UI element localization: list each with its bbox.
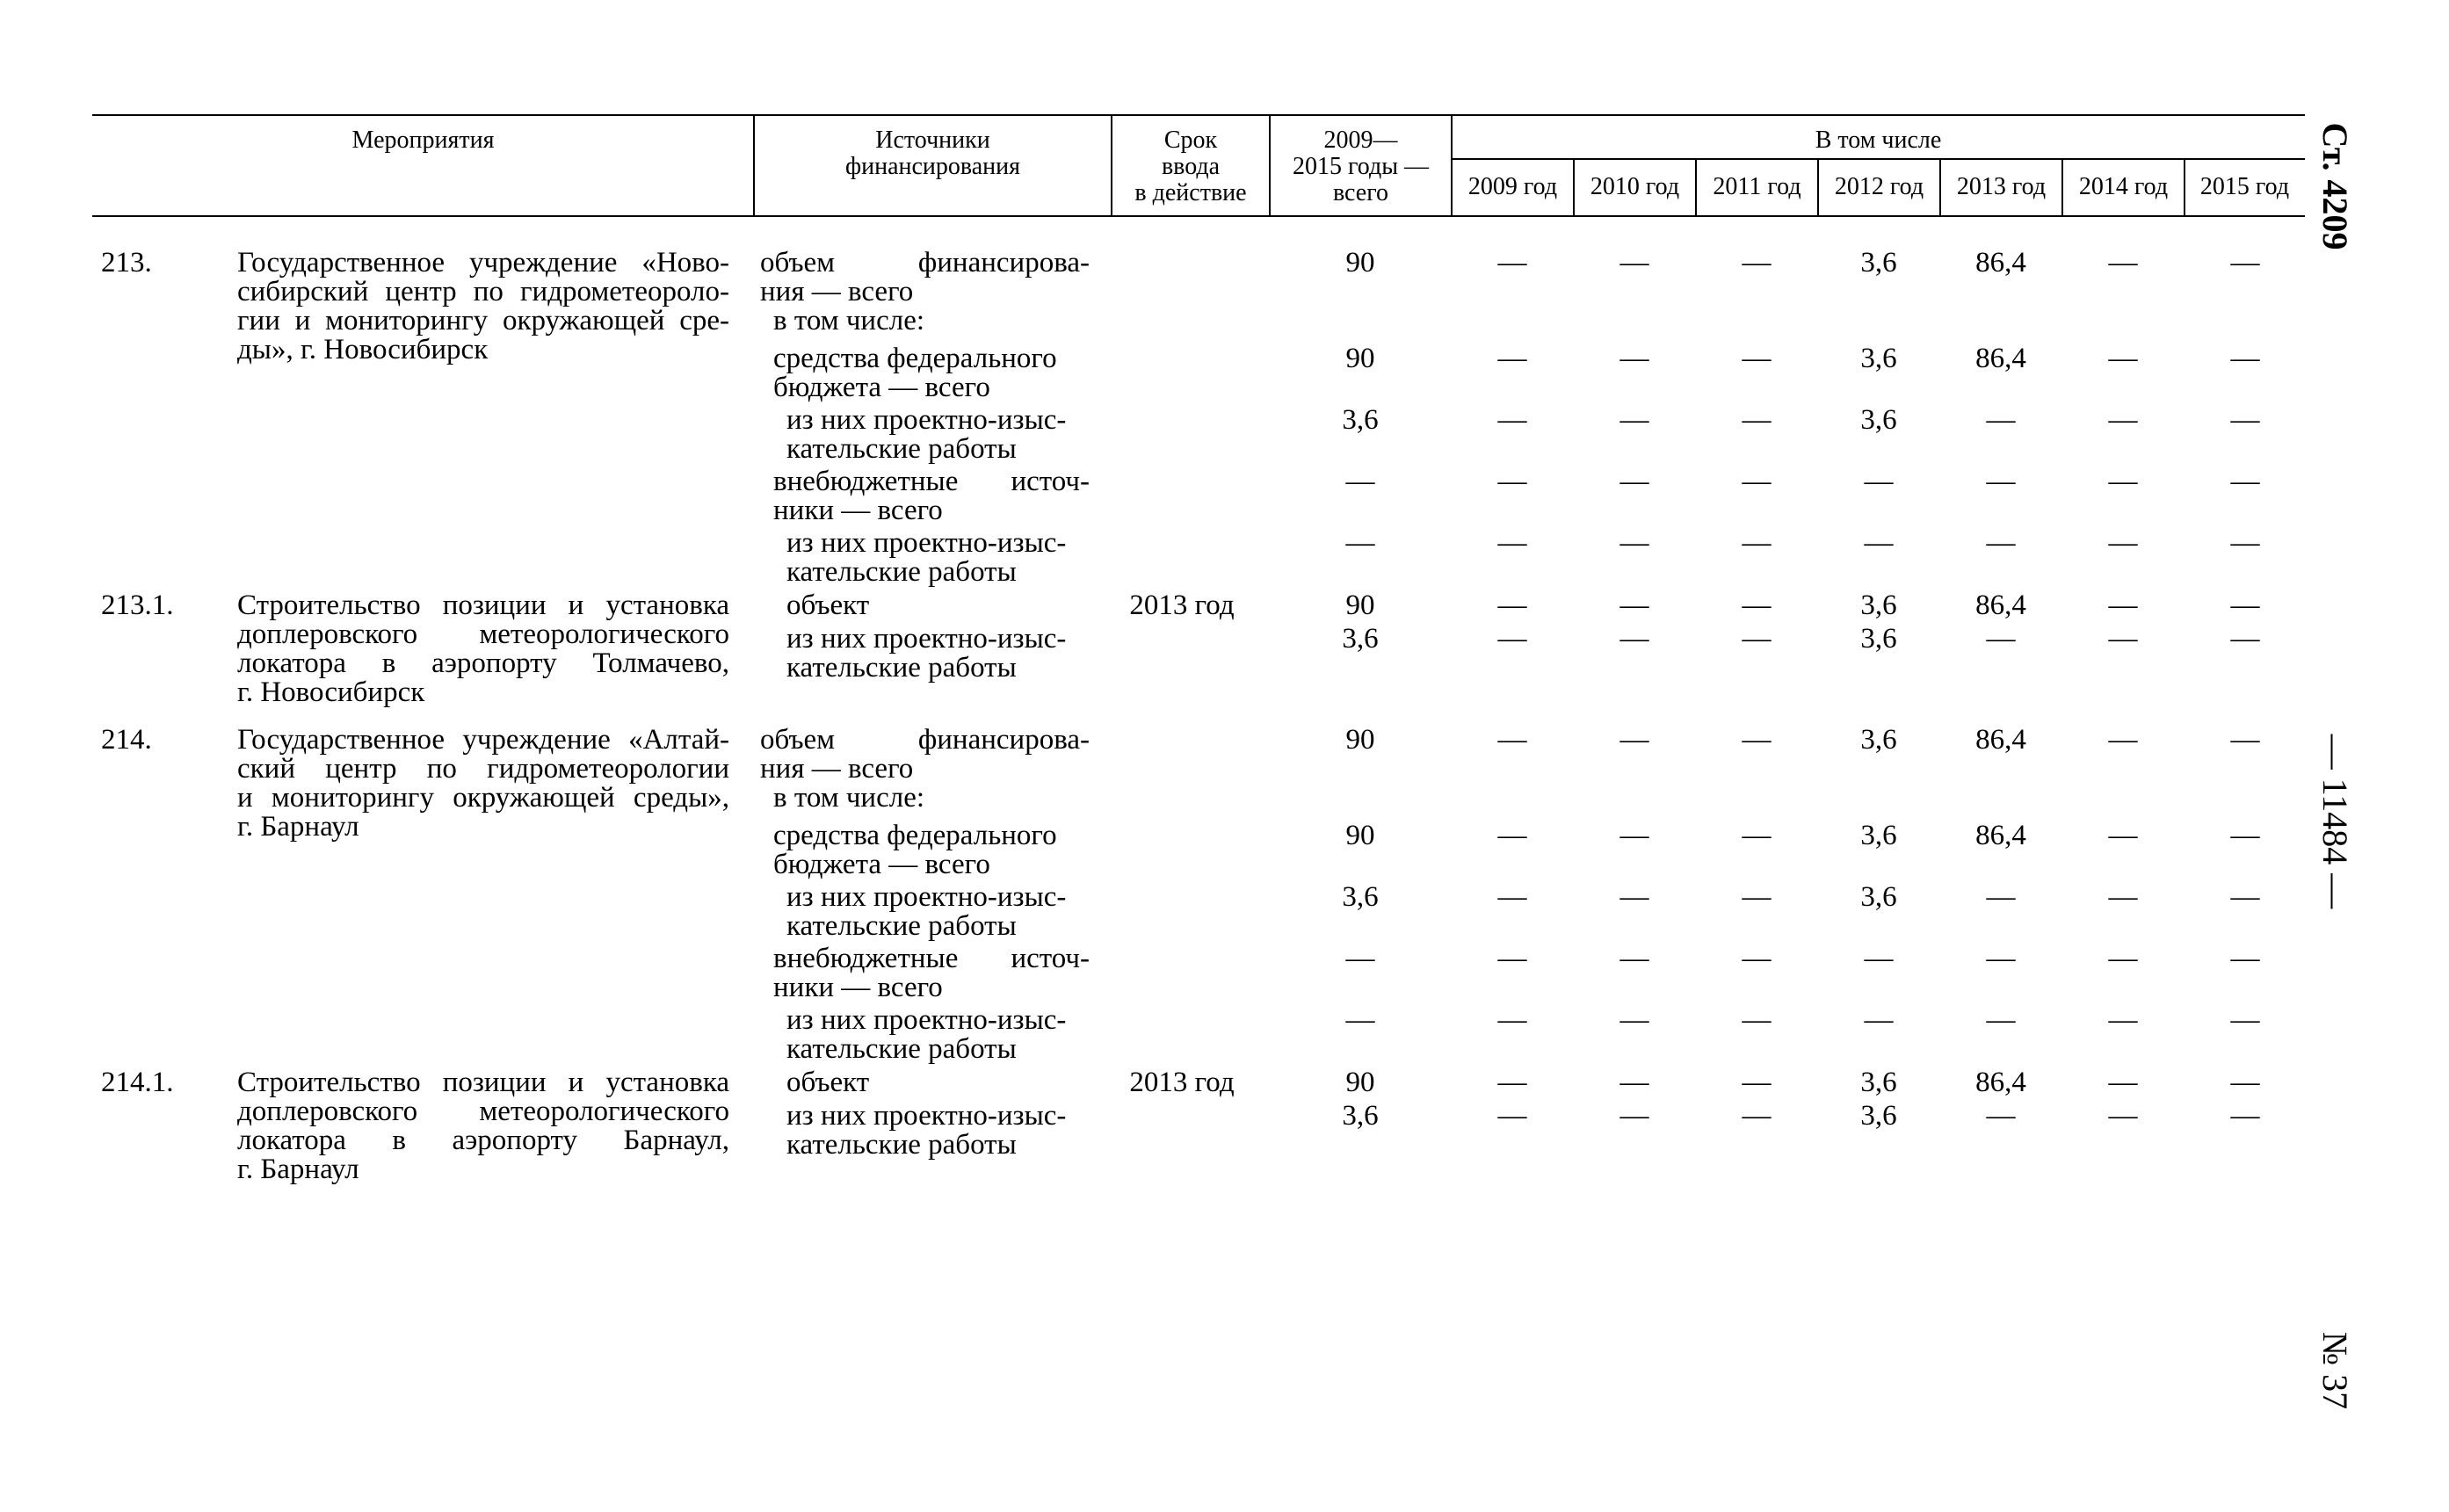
year-value: — [1497, 466, 1527, 497]
source-line: бюджета — всего [773, 372, 990, 403]
financing-table [92, 114, 2305, 1186]
source-line: объект [786, 590, 870, 621]
year-value: 86,4 [1975, 1067, 2026, 1098]
year-value: — [2230, 623, 2260, 655]
source-line: из них проектно-изыс- [786, 881, 1067, 913]
year-value: — [1619, 881, 1649, 913]
source-line: средства федерального [773, 343, 1057, 374]
year-value: — [1864, 466, 1894, 497]
item-title-line: г. Новосибирск [237, 676, 425, 708]
item-title-line: Строительство позиции и установка [237, 590, 729, 621]
header-year-2012: 2012 год [1834, 173, 1924, 200]
total-value: — [1345, 1004, 1375, 1036]
total-value: 90 [1345, 590, 1375, 621]
year-value: — [1742, 1100, 1772, 1132]
year-value: — [1864, 1004, 1894, 1036]
item-number: 214. [101, 724, 152, 756]
year-value: 3,6 [1860, 623, 1897, 655]
year-value: 3,6 [1860, 724, 1897, 756]
year-value: — [1497, 404, 1527, 436]
year-value: — [1742, 943, 1772, 974]
year-value: — [1986, 1100, 2016, 1132]
year-value: — [1619, 404, 1649, 436]
item-title-line: локатора в аэропорту Барнаул, [237, 1125, 729, 1156]
header-year-2011: 2011 год [1713, 173, 1801, 200]
header-term-line2: ввода [1161, 153, 1221, 180]
item-number: 214.1. [101, 1067, 174, 1098]
header-year-2013: 2013 год [1956, 173, 2047, 200]
issue-number: № 37 [2315, 1331, 2355, 1410]
item-title-line: г. Барнаул [237, 1154, 359, 1185]
year-value: — [2230, 590, 2260, 621]
year-value: — [2108, 724, 2138, 756]
year-value: — [1619, 1100, 1649, 1132]
source-line: внебюджетные источ- [773, 466, 1090, 497]
year-value: — [1497, 623, 1527, 655]
total-value: 90 [1345, 724, 1375, 756]
year-value: — [1986, 943, 2016, 974]
year-value: 86,4 [1975, 590, 2026, 621]
source-line: в том числе: [773, 305, 925, 336]
item-number: 213.1. [101, 590, 174, 621]
source-line: ники — всего [773, 972, 943, 1003]
year-value: — [2108, 404, 2138, 436]
year-value: 3,6 [1860, 404, 1897, 436]
year-value: — [1742, 724, 1772, 756]
source-line: из них проектно-изыс- [786, 623, 1067, 655]
year-value: — [2230, 881, 2260, 913]
year-value: — [1497, 943, 1527, 974]
page-label: Ст. 4209 [2315, 122, 2355, 250]
total-value: 90 [1345, 820, 1375, 851]
header-year-2014: 2014 год [2078, 173, 2169, 200]
year-value: — [1742, 1067, 1772, 1098]
term-value: 2013 год [1129, 590, 1235, 621]
year-value: — [1986, 404, 2016, 436]
header-total-line3: всего [1332, 179, 1389, 206]
year-value: — [1497, 247, 1527, 279]
header-sources-line2: финансирования [844, 153, 1021, 180]
header-year-2010: 2010 год [1590, 173, 1680, 200]
source-line: кательские работы [786, 433, 1017, 465]
year-value: — [1742, 466, 1772, 497]
source-line: объект [786, 1067, 870, 1098]
source-line: кательские работы [786, 1129, 1017, 1161]
year-value: — [1864, 527, 1894, 559]
year-value: — [1619, 590, 1649, 621]
year-value: — [1497, 820, 1527, 851]
year-value: 3,6 [1860, 343, 1897, 374]
total-value: — [1345, 527, 1375, 559]
header-year-2009: 2009 год [1467, 173, 1558, 200]
year-value: — [1742, 404, 1772, 436]
item-title-line: Строительство позиции и установка [237, 1067, 729, 1098]
header-sources-line1: Источники [875, 127, 990, 154]
year-value: — [2108, 623, 2138, 655]
year-value: — [1497, 724, 1527, 756]
year-value: — [1742, 881, 1772, 913]
year-value: — [2230, 466, 2260, 497]
header-events: Мероприятия [351, 127, 495, 154]
year-value: — [1497, 1004, 1527, 1036]
item-title-line: доплеровского метеорологического [237, 619, 729, 650]
year-value: — [1986, 527, 2016, 559]
year-value: — [2230, 404, 2260, 436]
total-value: 90 [1345, 247, 1375, 279]
year-value: — [2108, 820, 2138, 851]
year-value: — [1497, 881, 1527, 913]
total-value: 90 [1345, 1067, 1375, 1098]
year-value: — [2108, 1004, 2138, 1036]
year-value: — [1742, 820, 1772, 851]
year-value: — [1619, 343, 1649, 374]
year-value: — [2230, 1067, 2260, 1098]
year-value: — [2108, 247, 2138, 279]
term-value: 2013 год [1129, 1067, 1235, 1098]
header-term-line3: в действие [1134, 179, 1247, 206]
source-line: кательские работы [786, 652, 1017, 684]
source-line: в том числе: [773, 782, 925, 814]
source-line: ники — всего [773, 495, 943, 526]
year-value: — [2108, 466, 2138, 497]
year-value: — [2230, 724, 2260, 756]
source-line: из них проектно-изыс- [786, 404, 1067, 436]
source-line: из них проектно-изыс- [786, 1100, 1067, 1132]
source-line: средства федерального [773, 820, 1057, 851]
source-line: кательские работы [786, 1033, 1017, 1065]
year-value: — [1742, 590, 1772, 621]
year-value: — [2230, 247, 2260, 279]
year-value: — [1619, 466, 1649, 497]
source-line: из них проектно-изыс- [786, 1004, 1067, 1036]
year-value: — [1986, 466, 2016, 497]
header-total-line2: 2015 годы — [1292, 153, 1430, 180]
header-including: В том числе [1815, 127, 1942, 154]
year-value: — [2108, 590, 2138, 621]
year-value: — [1619, 247, 1649, 279]
year-value: — [1619, 527, 1649, 559]
year-value: 86,4 [1975, 724, 2026, 756]
item-title-line: Государственное учреждение «Алтай- [237, 724, 729, 756]
source-line: ния — всего [760, 276, 914, 307]
year-value: — [1742, 623, 1772, 655]
item-title-line: ский центр по гидрометеорологии [237, 753, 729, 785]
total-value: 3,6 [1342, 881, 1379, 913]
total-value: — [1345, 466, 1375, 497]
year-value: — [1619, 724, 1649, 756]
year-value: — [1619, 1004, 1649, 1036]
year-value: — [1497, 343, 1527, 374]
total-value: 3,6 [1342, 623, 1379, 655]
year-value: — [1742, 527, 1772, 559]
total-value: 3,6 [1342, 1100, 1379, 1132]
year-value: — [1864, 943, 1894, 974]
item-number: 213. [101, 247, 152, 279]
year-value: — [2230, 527, 2260, 559]
header-term-line1: Срок [1163, 127, 1218, 154]
source-line: кательские работы [786, 910, 1017, 942]
year-value: 86,4 [1975, 820, 2026, 851]
year-value: — [2230, 1004, 2260, 1036]
year-value: 86,4 [1975, 247, 2026, 279]
year-value: — [1742, 1004, 1772, 1036]
year-value: — [1742, 247, 1772, 279]
year-value: — [1986, 623, 2016, 655]
total-value: 3,6 [1342, 404, 1379, 436]
year-value: — [2230, 943, 2260, 974]
year-value: — [1986, 881, 2016, 913]
year-value: 3,6 [1860, 820, 1897, 851]
item-title-line: гии и мониторингу окружающей сре- [237, 305, 729, 336]
source-line: кательские работы [786, 556, 1017, 588]
year-value: 86,4 [1975, 343, 2026, 374]
year-value: 3,6 [1860, 1100, 1897, 1132]
total-value: — [1345, 943, 1375, 974]
item-title-line: локатора в аэропорту Толмачево, [237, 647, 729, 679]
total-value: 90 [1345, 343, 1375, 374]
year-value: — [1742, 343, 1772, 374]
item-title-line: сибирский центр по гидрометеороло- [237, 276, 729, 307]
year-value: — [2230, 1100, 2260, 1132]
year-value: — [2108, 1067, 2138, 1098]
source-line: бюджета — всего [773, 849, 990, 880]
source-line: внебюджетные источ- [773, 943, 1090, 974]
year-value: 3,6 [1860, 1067, 1897, 1098]
item-title-line: Государственное учреждение «Ново- [237, 247, 729, 279]
source-line: объем финансирова- [760, 724, 1090, 756]
year-value: 3,6 [1860, 247, 1897, 279]
year-value: — [2108, 1100, 2138, 1132]
year-value: — [2230, 820, 2260, 851]
source-line: ния — всего [760, 753, 914, 785]
year-value: 3,6 [1860, 881, 1897, 913]
year-value: — [1619, 943, 1649, 974]
year-value: — [1619, 623, 1649, 655]
item-title-line: г. Барнаул [237, 811, 359, 843]
year-value: — [2108, 943, 2138, 974]
year-value: — [2108, 343, 2138, 374]
item-title-line: доплеровского метеорологического [237, 1096, 729, 1127]
year-value: — [1497, 1100, 1527, 1132]
header-total-line1: 2009— [1323, 127, 1398, 154]
item-title-line: ды», г. Новосибирск [237, 334, 489, 365]
page-number: — 11484 — [2315, 734, 2355, 909]
year-value: — [1619, 1067, 1649, 1098]
year-value: — [1497, 590, 1527, 621]
year-value: — [2108, 881, 2138, 913]
year-value: 3,6 [1860, 590, 1897, 621]
year-value: — [2230, 343, 2260, 374]
year-value: — [1497, 527, 1527, 559]
year-value: — [1986, 1004, 2016, 1036]
year-value: — [1619, 820, 1649, 851]
year-value: — [1497, 1067, 1527, 1098]
header-year-2015: 2015 год [2199, 173, 2290, 200]
year-value: — [2108, 527, 2138, 559]
source-line: объем финансирова- [760, 247, 1090, 279]
item-title-line: и мониторингу окружающей среды», [237, 782, 729, 814]
source-line: из них проектно-изыс- [786, 527, 1067, 559]
